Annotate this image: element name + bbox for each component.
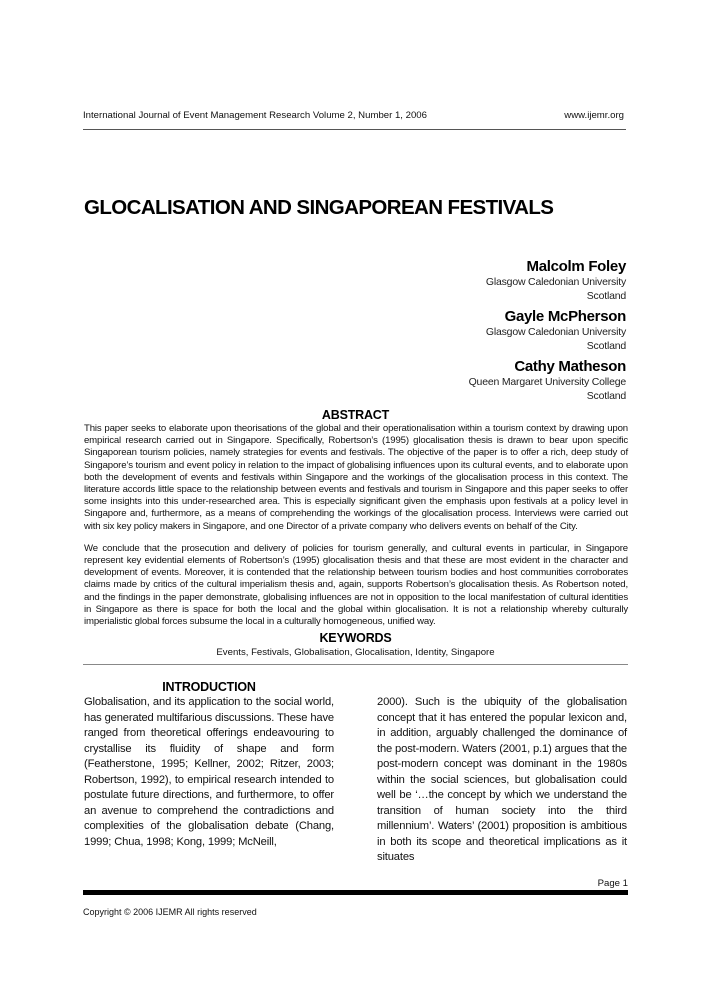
introduction-heading: INTRODUCTION: [162, 680, 256, 695]
author-country: Scotland: [586, 289, 626, 302]
keywords-list: Events, Festivals, Globalisation, Glocalisation, Identity, Singapore: [216, 647, 495, 659]
abstract-heading: ABSTRACT: [321, 408, 390, 422]
keywords-divider: [83, 664, 628, 665]
paper-title: GLOCALISATION AND SINGAPOREAN FESTIVALS: [84, 196, 554, 219]
author-3: [83, 358, 626, 403]
author-list: [83, 258, 626, 403]
running-header: [83, 0, 624, 122]
author-country: Scotland: [586, 339, 626, 352]
author-affiliation: Glasgow Caledonian University: [485, 276, 626, 288]
abstract-paragraph-2: We conclude that the prosecution and delivery of policies for tourism generally, and cultural events in particular, in Singapore represent key evidential elements of Robertson’s (1995) glocalisation thesis and that these are most evident in the character and development of events. Moreover, it is contended that the relationship between tourism bodies and host communities corroborates claims made by critics of the cultural imperialism thesis and, again, supports Robertson’s glocalisation thesis. As Robertson noted, and the findings in the paper demonstrate, globalising influences are not in opposition to the local manifestation of cultural identities in Singapore as there is space for both the local and the global within glocalisation. It is not a relationship whereby culturally imperialistic global forces subsume the local in a culturally homogeneous, unified way.: [84, 542, 628, 628]
author-1: [83, 258, 626, 303]
author-affiliation: Queen Margaret University College: [468, 376, 626, 388]
author-affiliation: Glasgow Caledonian University: [485, 326, 626, 338]
introduction-section: [84, 680, 627, 866]
author-country: Scotland: [586, 389, 626, 402]
author-name: Gayle McPherson: [504, 308, 626, 325]
footer-divider: [83, 890, 628, 895]
journal-website: www.ijemr.org: [564, 110, 624, 121]
author-name: Malcolm Foley: [526, 258, 626, 275]
abstract-paragraph-1: This paper seeks to elaborate upon theorisations of the global and their operationalisation within a tourism context by drawing upon empirical research carried out in Singapore. Specifically, Robertson’s (1995) glocalisation thesis is drawn to bear upon specific Singaporean tourism policies, namely strategies for events and festivals. The objective of the paper is to offer a rich, deep study of Singapore’s tourism and event policy in relation to the impact of globalising influences upon its cultural events, and to elaborate upon both the development of events and festivals within Singapore and the workings of the glocalisation process in this context. The literature accords little space to the relationship between events and festivals and tourism in Singapore and this paper seeks to offer some insights into this under-researched area. This is especially significant given the emphasis upon festivals at a policy level in Singapore and, furthermore, as a means of comprehending the workings of the glocalisation process. Interviews were carried out with six key policy makers in Singapore, and one Director of a private company who delivers events on behalf of the City.: [84, 423, 628, 532]
header-divider: [83, 129, 626, 130]
introduction-left: [84, 680, 334, 850]
keywords-heading: KEYWORDS: [319, 631, 392, 646]
introduction-left-column: Globalisation, and its application to the social world, has generated multifarious discussions. These have ranged from theoretical offerings endeavouring to crystallise its fluidity of shape and form (Featherstone, 1995; Kellner, 2002; Ritzer, 2003; Robertson, 1992), to empirical research intended to postulate future directions, and furthermore, to offer an avenue to comprehend the contradictions and complexities of the globalisation debate (Chang, 1999; Chua, 1998; Kong, 1999; McNeill,: [84, 696, 334, 848]
introduction-right: [377, 680, 627, 866]
page-number: Page 1: [597, 877, 628, 889]
copyright-notice: Copyright © 2006 IJEMR All rights reserved: [83, 906, 257, 917]
introduction-right-column: 2000). Such is the ubiquity of the globalisation concept that it has entered the popular lexicon and, in addition, arguably challenged the dominance of the post-modern. Waters (2001, p.1) argues that the post-modern concept was dominant in the 1980s within the social sciences, but globalisation could well be ‘…the concept by which we understand the transition of human society into the third millennium’. Waters’ (2001) proposition is ambitious in both its scope and theoretical implications as it situates: [377, 696, 628, 864]
author-name: Cathy Matheson: [514, 358, 626, 375]
abstract-body: [84, 423, 628, 628]
author-2: [83, 308, 626, 353]
page-footer: [83, 878, 628, 938]
journal-citation: International Journal of Event Management Research Volume 2, Number 1, 2006: [83, 110, 427, 121]
